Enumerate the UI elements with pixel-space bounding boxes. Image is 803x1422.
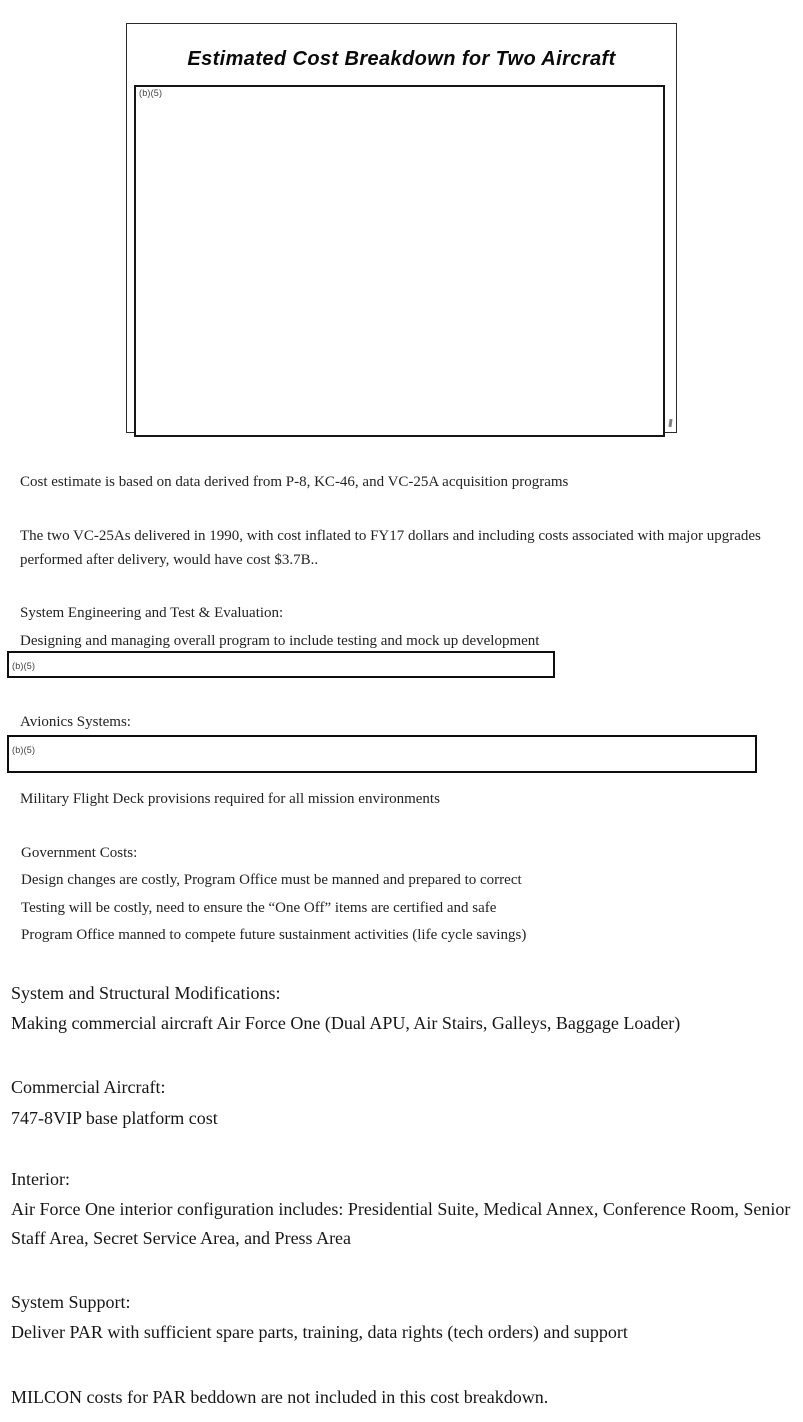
section-heading-commercial-aircraft: Commercial Aircraft: <box>11 1077 166 1097</box>
foia-exemption-label: (b)(5) <box>12 661 36 671</box>
section-heading-interior: Interior: <box>11 1169 70 1189</box>
system-engineering-body: Designing and managing overall program to include testing and mock up development <box>20 633 540 649</box>
section-heading-avionics: Avionics Systems: <box>20 714 131 730</box>
government-costs-line: Program Office manned to compete future sustainment activities (life cycle savings) <box>21 927 527 943</box>
government-costs-line: Design changes are costly, Program Office must be manned and prepared to correct <box>21 872 522 888</box>
milcon-note: MILCON costs for PAR beddown are not included in this cost breakdown. <box>11 1387 549 1407</box>
government-costs-line: Testing will be costly, need to ensure the “One Off” items are certified and safe <box>21 900 497 916</box>
interior-body: Air Force One interior configuration includes: Presidential Suite, Medical Annex, Conference Room, Senior Staff Area, Secret Service Area, and Press Area <box>11 1199 791 1248</box>
avionics-redaction-box <box>7 735 757 773</box>
avionics-body: Military Flight Deck provisions required for all mission environments <box>20 791 440 807</box>
system-support-body: Deliver PAR with sufficient spare parts, training, data rights (tech orders) and support <box>11 1322 628 1342</box>
figure-redaction-box <box>134 85 665 437</box>
figure-title: Estimated Cost Breakdown for Two Aircraft <box>187 48 616 70</box>
foia-exemption-label: (b)(5) <box>12 745 36 755</box>
commercial-aircraft-body: 747-8VIP base platform cost <box>11 1108 218 1128</box>
section-heading-government-costs: Government Costs: <box>21 845 138 861</box>
foia-exemption-label: (b)(5) <box>139 88 163 98</box>
modifications-body: Making commercial aircraft Air Force One (Dual APU, Air Stairs, Galleys, Baggage Loader) <box>11 1013 681 1033</box>
section-heading-system-engineering: System Engineering and Test & Evaluation: <box>20 605 284 621</box>
section-heading-system-support: System Support: <box>11 1292 131 1312</box>
system-engineering-redaction-box <box>7 651 555 678</box>
section-heading-modifications: System and Structural Modifications: <box>11 983 281 1003</box>
vc25a-history-note: The two VC-25As delivered in 1990, with cost inflated to FY17 dollars and including costs associated with major upgrades performed after delivery, would have cost $3.7B.. <box>20 528 761 568</box>
cost-basis-note: Cost estimate is based on data derived from P-8, KC-46, and VC-25A acquisition programs <box>20 474 569 490</box>
